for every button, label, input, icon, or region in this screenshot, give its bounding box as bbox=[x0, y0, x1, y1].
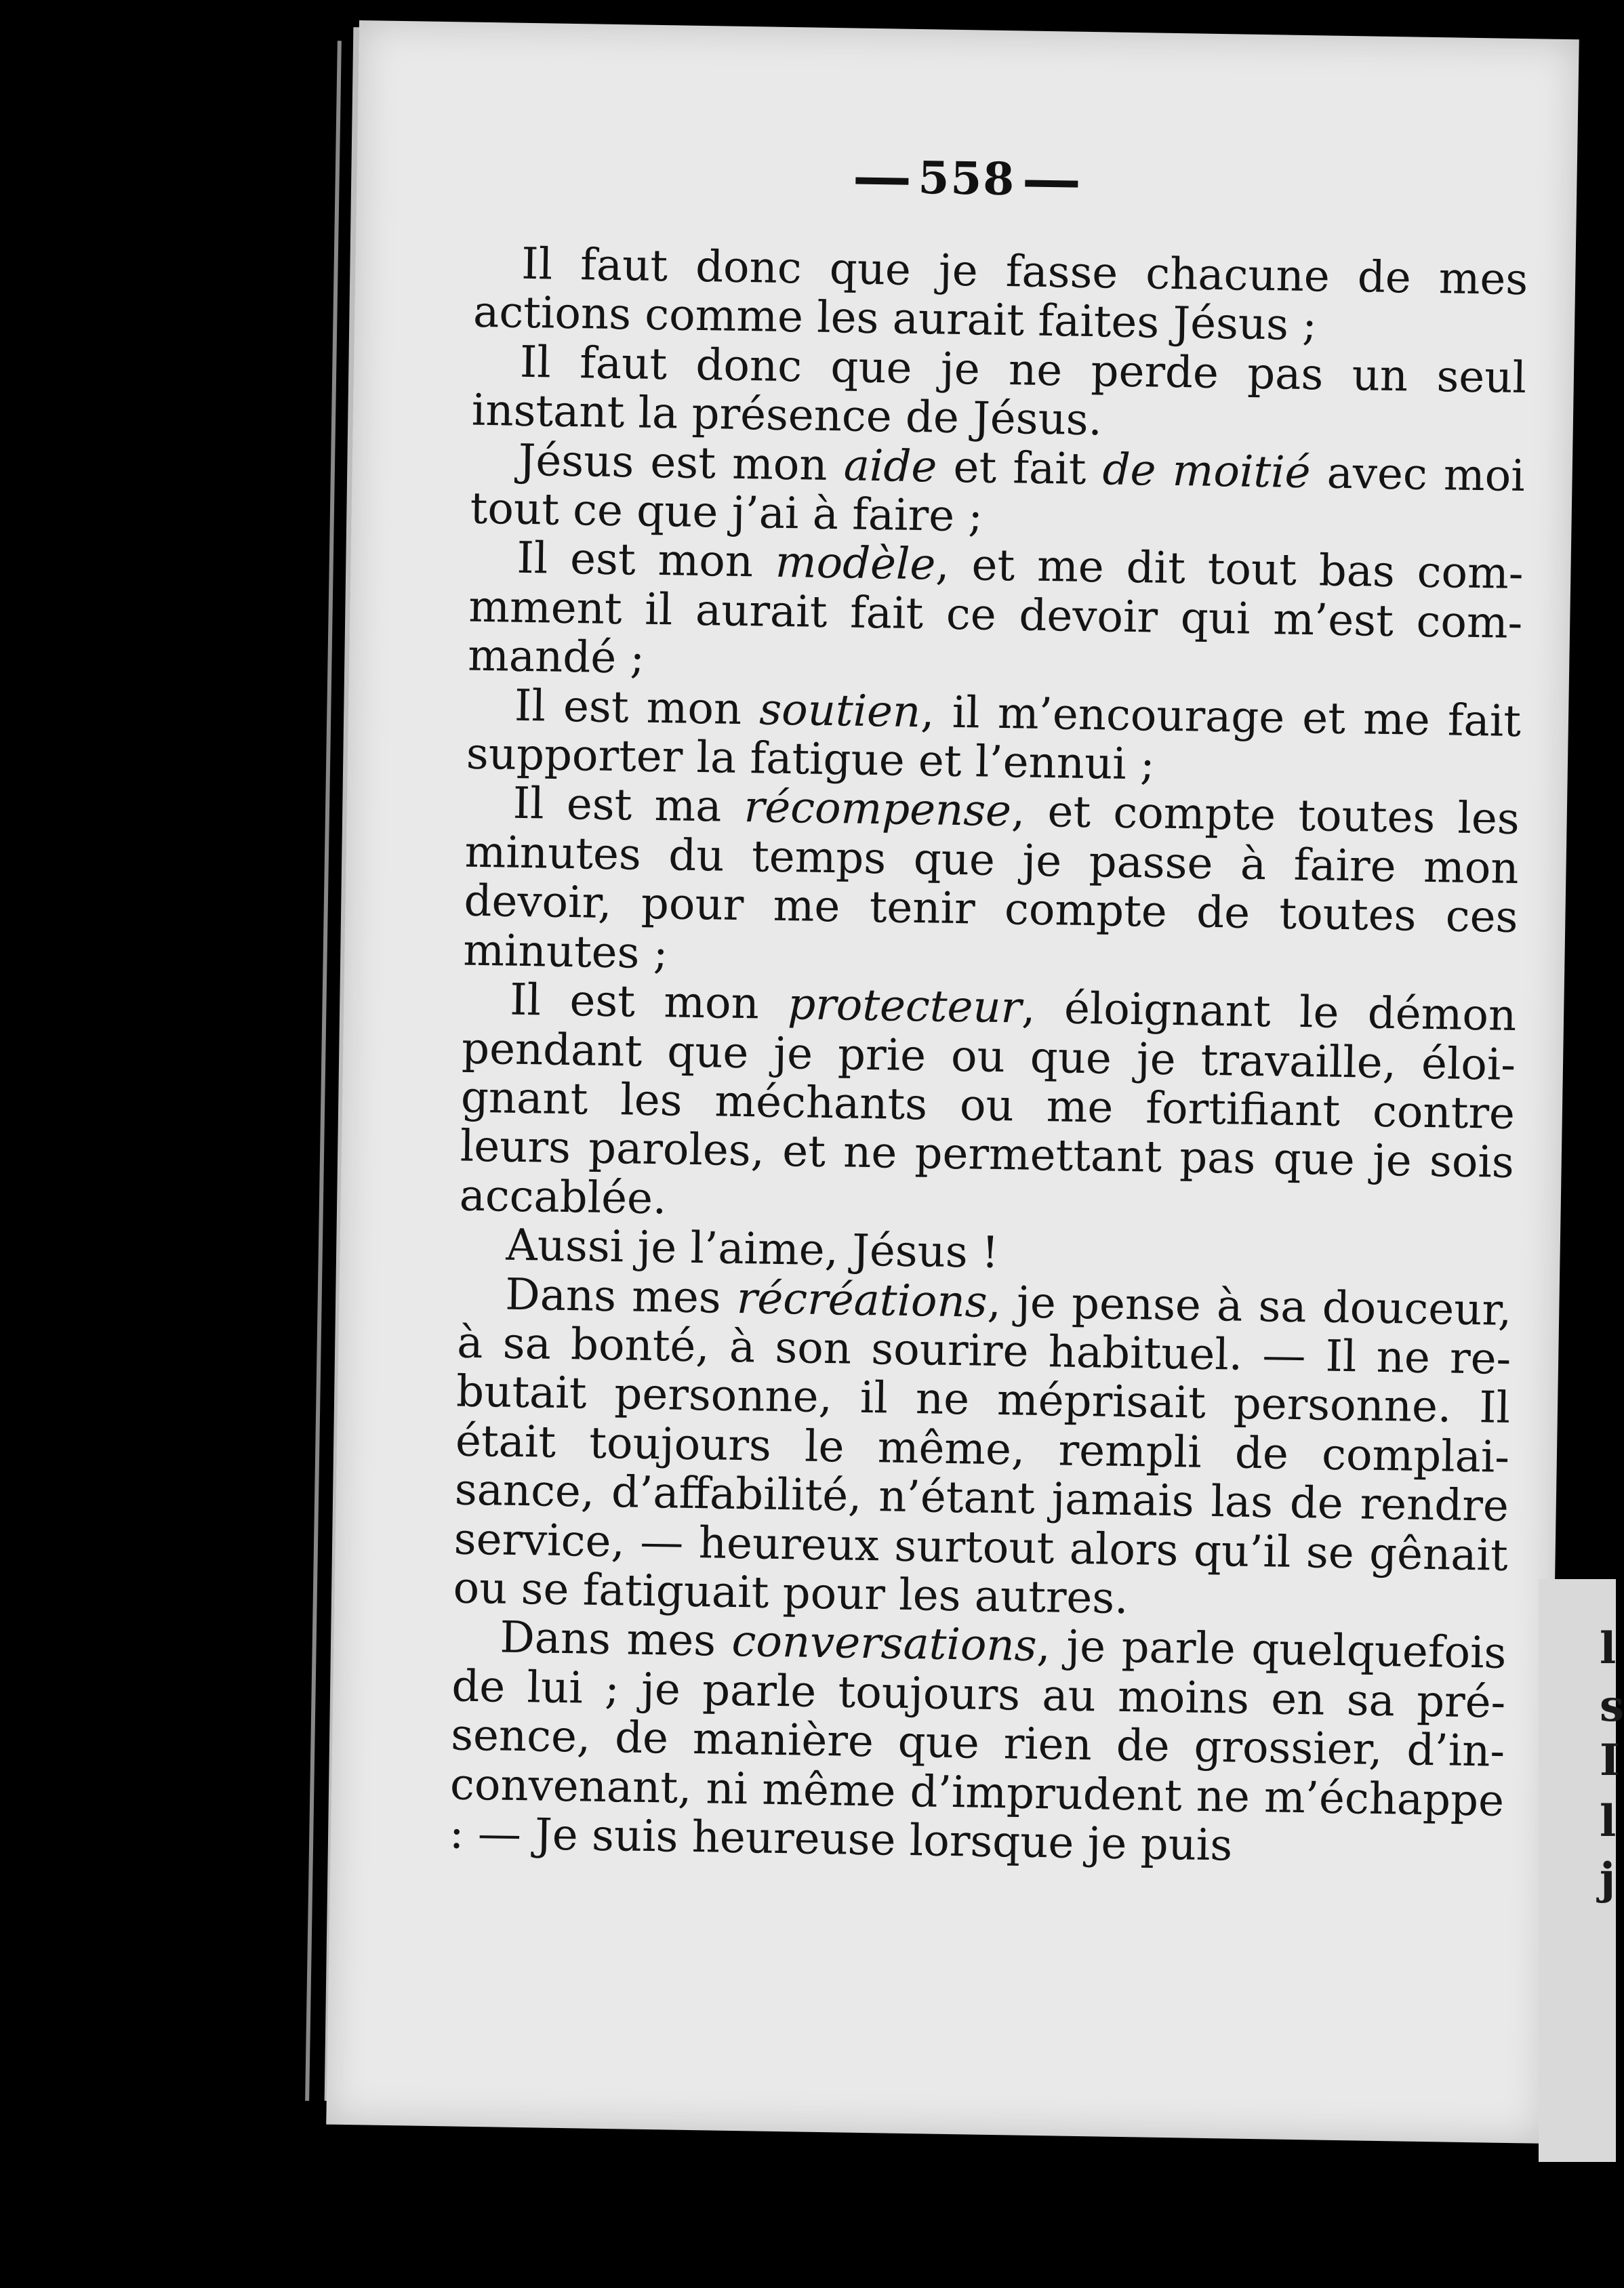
text-run: , je parle quelquefois de lui ; je parle toujours au moins en sa présence, de manière que rien de grossier, d’inconvenant, ni même d’imprudent ne m’échappe : — Je suis heureuse lorsque je puis bbox=[449, 1621, 1507, 1871]
text-run: , il m’encourage et me fait supporter la fatigue et l’ennui ; bbox=[466, 687, 1522, 790]
text-run: Dans mes bbox=[504, 1269, 737, 1324]
italic-text: protecteur bbox=[787, 979, 1022, 1034]
page-number-dash-left bbox=[855, 178, 908, 185]
italic-text: conversations bbox=[731, 1616, 1038, 1672]
text-run: Il faut donc que je fasse chacune de mes actions comme les aurait faites Jésus ; bbox=[472, 239, 1528, 351]
next-page-fragment: l bbox=[1600, 1796, 1617, 1847]
text-run: Il est mon bbox=[514, 680, 760, 735]
book-page bbox=[326, 20, 1579, 2144]
next-page-fragment: I bbox=[1600, 1735, 1620, 1786]
paragraph bbox=[471, 338, 1526, 452]
next-page-fragment: l bbox=[1600, 1623, 1617, 1674]
page-number-dash-right bbox=[1025, 180, 1078, 187]
page-number bbox=[357, 142, 1577, 214]
italic-text: de moitié bbox=[1102, 444, 1312, 498]
text-run: Il est ma bbox=[512, 779, 745, 833]
text-run: Aussi je l’aime, Jésus ! bbox=[506, 1220, 1000, 1279]
text-run: avec moi tout ce que j’ai à faire ; bbox=[470, 447, 1526, 542]
text-run: Il faut donc que je ne perde pas un seul instant la présence de Jésus. bbox=[471, 337, 1527, 446]
text-run: , et me dit tout bas commment il aurait fait ce devoir qui m’est commandé ; bbox=[467, 539, 1524, 684]
text-run: , je pense à sa douceur, à sa bonté, à son sourire habituel. — Il ne rebutait personne, il ne méprisait personne. Il était toujours le même, rempli de complaisance, d’affabilité, n’étant jamais las de rendre service, — heureux surtout alors qu’il se gênait ou se fatiguait pour les autres. bbox=[453, 1277, 1512, 1625]
text-run: , et compte toutes les minutes du temps que je passe à faire mon devoir, pour me tenir compte de toutes ces minutes ; bbox=[462, 786, 1520, 979]
italic-text: soutien bbox=[758, 685, 921, 737]
next-page-fragment: s bbox=[1600, 1681, 1624, 1732]
italic-text: récréations bbox=[736, 1273, 988, 1328]
text-run: , éloignant le démon pendant que je prie ou que je travaille, éloignant les méchants ou me fortifiant contre leurs paroles, et ne permettant pas que je sois accablée. bbox=[459, 983, 1517, 1225]
paragraph bbox=[473, 239, 1528, 354]
paragraph bbox=[453, 1269, 1512, 1629]
paragraph bbox=[468, 533, 1524, 697]
paragraph bbox=[459, 975, 1516, 1237]
paragraph bbox=[449, 1613, 1506, 1875]
next-page-fragment: j bbox=[1600, 1854, 1616, 1904]
text-run: Jésus est mon bbox=[518, 435, 845, 491]
italic-text: aide bbox=[843, 440, 937, 493]
text-run: Il est mon bbox=[509, 975, 788, 1030]
page-number-text: 558 bbox=[917, 150, 1016, 206]
text-run: Dans mes bbox=[499, 1612, 733, 1667]
paragraph bbox=[466, 680, 1521, 795]
text-run: et fait bbox=[936, 442, 1103, 495]
text-run: Il est mon bbox=[516, 533, 776, 588]
italic-text: modèle bbox=[775, 537, 936, 590]
body-text bbox=[449, 239, 1528, 1875]
paragraph bbox=[470, 435, 1525, 550]
paragraph bbox=[463, 779, 1520, 992]
italic-text: récompense bbox=[744, 782, 1012, 837]
